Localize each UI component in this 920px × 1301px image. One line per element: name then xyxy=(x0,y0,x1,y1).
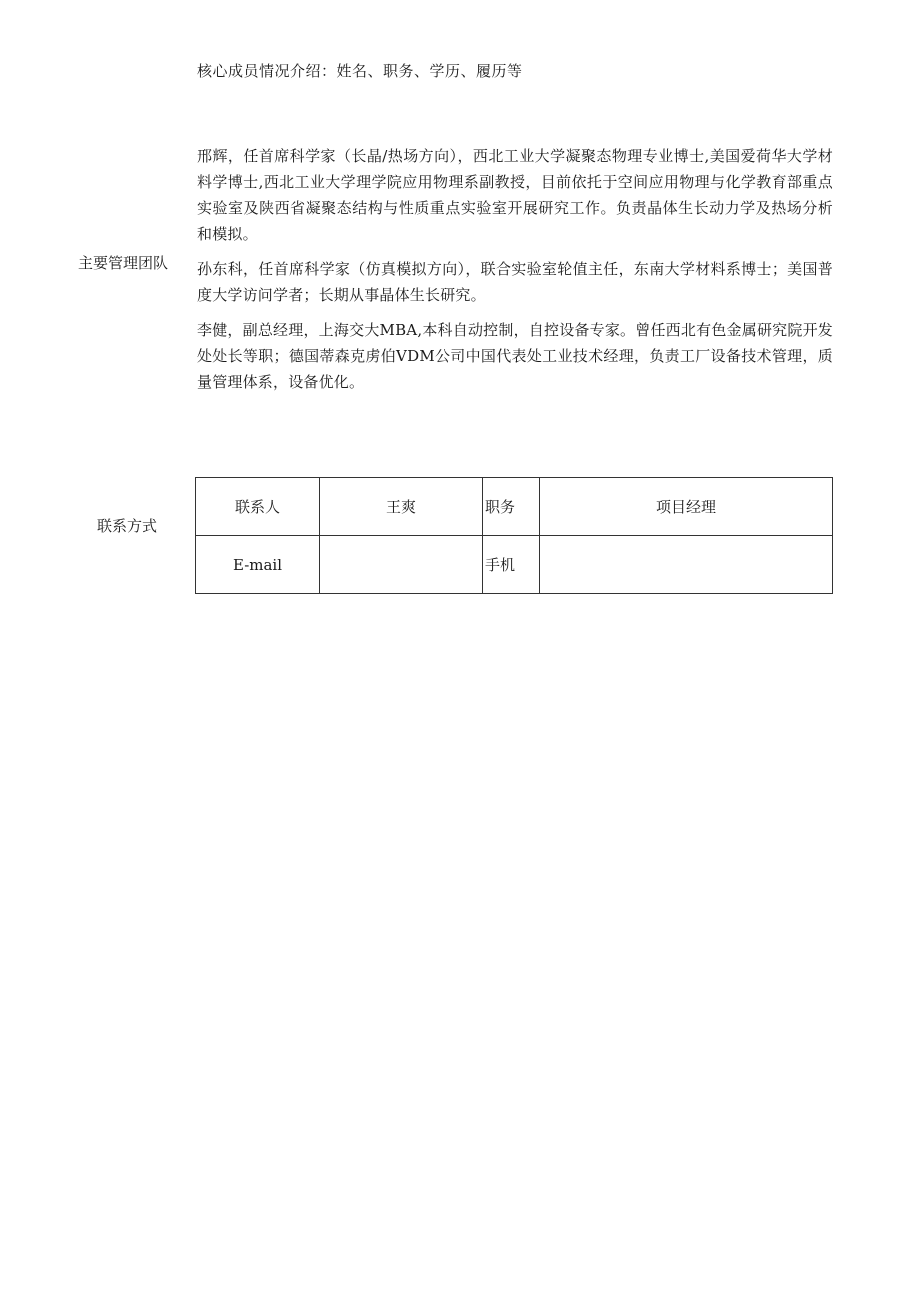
phone-label: 手机 xyxy=(483,536,540,594)
table-row xyxy=(196,478,833,536)
team-member-xing-hui: 邢辉，任首席科学家（长晶/热场方向），西北工业大学凝聚态物理专业博士,美国爱荷华大学材料学博士,西北工业大学理学院应用物理系副教授，目前依托于空间应用物理与化学教育部重点实验室及陕西省凝聚态结构与性质重点实验室开展研究工作。负责晶体生长动力学及热场分析和模拟。 xyxy=(197,147,833,243)
team-member-sun-dongke: 孙东科，任首席科学家（仿真模拟方向），联合实验室轮值主任，东南大学材料系博士；美国普度大学访问学者；长期从事晶体生长研究。 xyxy=(197,260,833,304)
table-row xyxy=(196,536,833,594)
contact-person-label: 联系人 xyxy=(196,478,320,536)
contact-person-value: 王爽 xyxy=(320,478,483,536)
email-value xyxy=(320,536,483,594)
contact-table xyxy=(195,477,833,594)
position-value: 项目经理 xyxy=(540,478,833,536)
phone-value xyxy=(540,536,833,594)
email-label: E-mail xyxy=(196,536,320,594)
intro-heading: 核心成员情况介绍：姓名、职务、学历、履历等 xyxy=(197,62,523,80)
contact-section-label: 联系方式 xyxy=(97,517,158,535)
team-members xyxy=(197,143,833,404)
team-section-label: 主要管理团队 xyxy=(78,254,169,272)
position-label: 职务 xyxy=(483,478,540,536)
team-member-li-jian: 李健，副总经理，上海交大MBA,本科自动控制，自控设备专家。曾任西北有色金属研究院开发处处长等职；德国蒂森克虏伯VDM公司中国代表处工业技术经理，负责工厂设备技术管理，质量管理体系，设备优化。 xyxy=(197,321,833,391)
